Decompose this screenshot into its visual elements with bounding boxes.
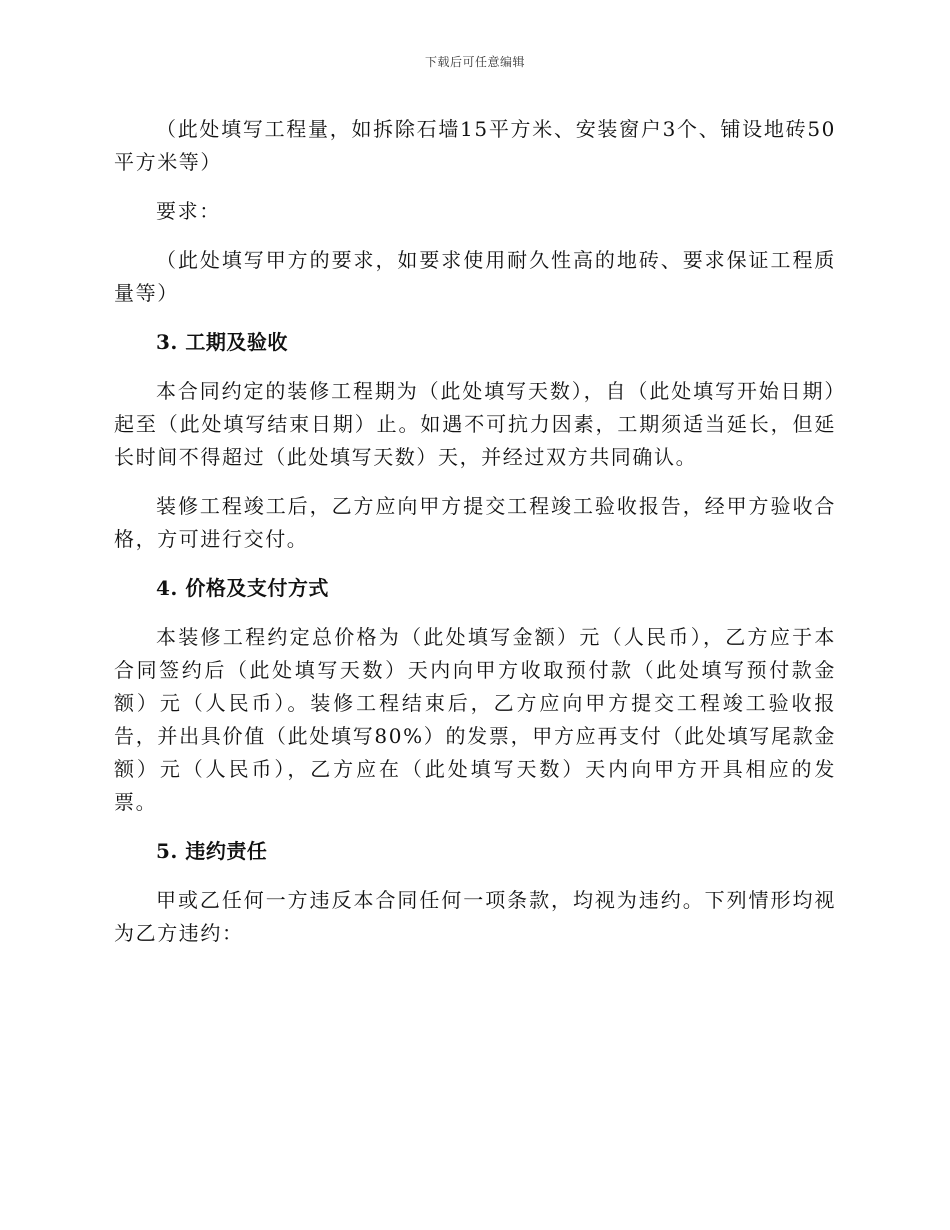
section-5-heading: 5. 违约责任 [156, 839, 268, 863]
section-4-paragraph-1: 本装修工程约定总价格为（此处填写金额）元（人民币），乙方应于本合同签约后（此处填写天数）天内向甲方收取预付款（此处填写预付款金额）元（人民币）。装修工程结束后，乙方应向甲方提交工程竣工验收报告，并出具价值（此处填写80%）的发票，甲方应再支付（此处填写尾款金额）元（人民币），乙方应在（此处填写天数）天内向甲方开具相应的发票。 [114, 625, 836, 814]
section-3-paragraph-2: 装修工程竣工后，乙方应向甲方提交工程竣工验收报告，经甲方验收合格，方可进行交付。 [114, 494, 836, 551]
section-4-heading: 4. 价格及支付方式 [156, 576, 329, 600]
document-body [114, 113, 836, 950]
requirements-label: 要求： [156, 199, 221, 223]
workload-note-paragraph: （此处填写工程量，如拆除石墙15平方米、安装窗户3个、铺设地砖50平方米等） [114, 117, 836, 174]
section-3-heading: 3. 工期及验收 [156, 330, 288, 354]
page-header-note: 下载后可任意编辑 [424, 55, 525, 69]
section-5-paragraph-1: 甲或乙任何一方违反本合同任何一项条款，均视为违约。下列情形均视为乙方违约： [114, 888, 836, 945]
requirements-note-paragraph: （此处填写甲方的要求，如要求使用耐久性高的地砖、要求保证工程质量等） [114, 248, 836, 305]
section-3-paragraph-1: 本合同约定的装修工程期为（此处填写天数），自（此处填写开始日期）起至（此处填写结束日期）止。如遇不可抗力因素，工期须适当延长，但延长时间不得超过（此处填写天数）天，并经过双方共同确认。 [114, 379, 836, 469]
